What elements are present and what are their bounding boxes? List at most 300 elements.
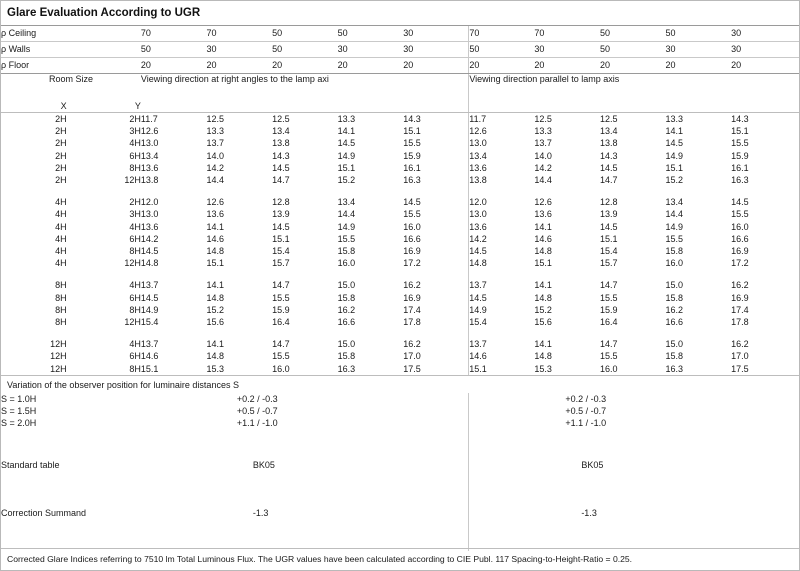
room-size-y: 8H xyxy=(129,162,141,173)
ugr-value-parallel: 14.4 xyxy=(665,209,684,220)
ugr-value-perpendicular: 14.1 xyxy=(206,280,225,291)
ugr-value-parallel: 15.2 xyxy=(534,304,552,315)
ugr-value-perpendicular: 13.6 xyxy=(140,221,159,232)
ugr-value-parallel: 14.5 xyxy=(599,221,618,232)
ugr-value-parallel: 16.2 xyxy=(731,280,749,291)
ugr-value-parallel: 12.8 xyxy=(599,197,618,208)
ugr-value-parallel: 15.8 xyxy=(665,292,684,303)
xy-header-row xyxy=(1,100,799,112)
ugr-value-perpendicular: 14.9 xyxy=(337,221,356,232)
ugr-value-parallel: 14.8 xyxy=(534,351,552,362)
table-row xyxy=(1,233,799,245)
room-size-x: 4H xyxy=(55,246,67,257)
ugr-value-perpendicular: 14.4 xyxy=(337,209,356,220)
room-size-y: 3H xyxy=(129,126,141,137)
ugr-value-perpendicular: 14.1 xyxy=(337,126,356,137)
ugr-value-parallel: 16.6 xyxy=(665,317,684,328)
ugr-value-parallel: 16.4 xyxy=(599,317,618,328)
xy-spacer-right xyxy=(469,100,799,112)
ugr-value-perpendicular: 14.5 xyxy=(140,292,159,303)
rho-ceiling-v5: 30 xyxy=(403,26,469,42)
ugr-value-perpendicular: 15.0 xyxy=(337,339,356,350)
ugr-value-parallel: 15.4 xyxy=(469,316,535,328)
rho-walls-v10: 30 xyxy=(731,42,799,58)
ugr-value-perpendicular: 17.4 xyxy=(403,304,421,315)
room-size-x: 4H xyxy=(55,209,67,220)
room-size-x: 8H xyxy=(55,317,67,328)
rho-ceiling-v3: 50 xyxy=(272,26,338,42)
standard-table-perp: BK05 xyxy=(252,459,275,470)
ugr-value-parallel: 15.1 xyxy=(534,258,552,269)
room-size-x: 2H xyxy=(55,150,67,161)
ugr-value-perpendicular: 14.9 xyxy=(140,304,159,315)
group-spacer-row xyxy=(1,269,799,279)
ugr-value-parallel: 14.2 xyxy=(469,233,535,245)
ugr-value-parallel: 13.7 xyxy=(534,138,552,149)
rho-ceiling-label: ρ Ceiling xyxy=(1,26,141,42)
variation-par-3: +1.1 / -1.0 xyxy=(469,417,799,429)
variation-row-1 xyxy=(1,393,799,405)
ugr-value-perpendicular: 12.6 xyxy=(140,126,159,137)
ugr-value-perpendicular: 16.6 xyxy=(403,233,421,244)
room-size-x: 12H xyxy=(50,339,67,350)
ugr-value-perpendicular: 14.5 xyxy=(337,138,356,149)
ugr-value-perpendicular: 14.1 xyxy=(206,339,225,350)
table-row xyxy=(1,174,799,186)
ugr-value-parallel: 16.3 xyxy=(665,363,684,374)
y-header: Y xyxy=(134,101,141,111)
ugr-value-perpendicular: 14.9 xyxy=(337,150,356,161)
standard-table-row xyxy=(1,459,799,481)
ugr-value-parallel: 16.9 xyxy=(731,246,749,257)
rho-walls-v8: 50 xyxy=(600,42,666,58)
room-size-x: 12H xyxy=(50,363,67,374)
ugr-value-parallel: 14.5 xyxy=(599,162,618,173)
ugr-value-perpendicular: 14.1 xyxy=(206,221,225,232)
ugr-value-perpendicular: 11.7 xyxy=(140,114,158,124)
ugr-value-parallel: 15.1 xyxy=(469,363,535,375)
room-size-x: 2H xyxy=(55,162,67,173)
room-size-y: 6H xyxy=(129,150,141,161)
room-size-y: 8H xyxy=(129,304,141,315)
ugr-value-perpendicular: 14.8 xyxy=(206,246,225,257)
room-size-y: 4H xyxy=(129,221,141,232)
rho-walls-label: ρ Walls xyxy=(1,42,141,58)
table-row xyxy=(1,125,799,137)
ugr-value-parallel: 13.6 xyxy=(534,209,552,220)
ugr-value-perpendicular: 14.2 xyxy=(206,162,225,173)
rho-walls-v4: 30 xyxy=(338,42,404,58)
variation-table xyxy=(1,393,799,551)
ugr-value-parallel: 13.7 xyxy=(469,279,535,291)
ugr-value-perpendicular: 15.6 xyxy=(206,317,225,328)
ugr-value-perpendicular: 15.9 xyxy=(272,304,290,315)
view-parallel-header: Viewing direction parallel to lamp axis xyxy=(469,74,799,100)
ugr-value-parallel: 15.5 xyxy=(599,351,618,362)
ugr-value-parallel: 15.8 xyxy=(665,351,684,362)
ugr-value-parallel: 14.1 xyxy=(534,221,552,232)
table-row xyxy=(1,316,799,328)
ugr-value-perpendicular: 13.8 xyxy=(140,175,159,186)
ugr-value-parallel: 14.4 xyxy=(534,175,552,186)
ugr-value-parallel: 13.0 xyxy=(469,208,535,220)
table-row xyxy=(1,113,799,125)
ugr-value-parallel: 15.5 xyxy=(599,292,618,303)
ugr-value-perpendicular: 14.5 xyxy=(272,162,290,173)
ugr-value-perpendicular: 14.5 xyxy=(140,246,159,257)
correction-summand-perp: -1.3 xyxy=(252,507,269,518)
ugr-value-perpendicular: 15.8 xyxy=(337,351,356,362)
room-size-x: 2H xyxy=(55,126,67,137)
correction-summand-par: -1.3 xyxy=(469,507,799,527)
ugr-value-perpendicular: 16.0 xyxy=(337,258,356,269)
ugr-value-perpendicular: 16.0 xyxy=(403,221,421,232)
table-row xyxy=(1,196,799,208)
ugr-value-parallel: 14.5 xyxy=(665,138,684,149)
room-size-x: 8H xyxy=(55,304,67,315)
standard-table-par: BK05 xyxy=(469,459,799,481)
spacer-row-4 xyxy=(1,481,799,507)
ugr-value-perpendicular: 17.0 xyxy=(403,351,421,362)
ugr-value-perpendicular: 13.4 xyxy=(140,150,159,161)
ugr-value-parallel: 15.8 xyxy=(665,246,684,257)
ugr-value-parallel: 13.3 xyxy=(534,126,552,137)
ugr-value-perpendicular: 17.5 xyxy=(403,363,421,374)
ugr-value-parallel: 14.9 xyxy=(665,150,684,161)
ugr-value-perpendicular: 13.7 xyxy=(140,280,159,291)
rho-walls-v9: 30 xyxy=(666,42,732,58)
ugr-value-parallel: 17.8 xyxy=(731,317,749,328)
ugr-value-perpendicular: 15.5 xyxy=(337,233,356,244)
room-size-y: 8H xyxy=(129,246,141,257)
ugr-value-parallel: 12.6 xyxy=(534,197,552,208)
ugr-value-perpendicular: 16.3 xyxy=(403,175,421,186)
variation-label-1: S = 1.0H xyxy=(1,393,37,404)
ugr-value-parallel: 17.5 xyxy=(731,363,749,374)
room-size-y: 6H xyxy=(129,233,141,244)
rho-ceiling-v10: 30 xyxy=(731,26,799,42)
ugr-value-perpendicular: 14.8 xyxy=(206,292,225,303)
ugr-value-parallel: 15.0 xyxy=(665,280,684,291)
ugr-value-perpendicular: 14.3 xyxy=(403,114,421,124)
variation-par-2: +0.5 / -0.7 xyxy=(469,405,799,417)
ugr-value-parallel: 16.2 xyxy=(731,339,749,350)
room-size-x: 2H xyxy=(55,114,67,124)
room-size-x: 2H xyxy=(55,138,67,149)
ugr-value-parallel: 14.6 xyxy=(534,233,552,244)
room-size-y: 2H xyxy=(129,197,141,208)
room-size-y: 12H xyxy=(124,258,141,269)
ugr-value-perpendicular: 16.0 xyxy=(272,363,290,374)
room-size-x: 2H xyxy=(55,175,67,186)
variation-perp-2: +0.5 / -0.7 xyxy=(236,405,278,416)
ugr-value-perpendicular: 15.5 xyxy=(403,138,421,149)
ugr-value-perpendicular: 14.7 xyxy=(272,280,290,291)
ugr-value-parallel: 14.1 xyxy=(665,126,684,137)
ugr-value-parallel: 13.4 xyxy=(665,197,684,208)
ugr-value-parallel: 13.6 xyxy=(469,221,535,233)
ugr-value-perpendicular: 15.4 xyxy=(272,246,290,257)
table-row xyxy=(1,338,799,350)
ugr-value-parallel: 13.4 xyxy=(599,126,618,137)
ugr-value-perpendicular: 16.1 xyxy=(403,162,421,173)
room-size-y: 12H xyxy=(124,175,141,186)
ugr-value-parallel: 14.2 xyxy=(534,162,552,173)
ugr-value-parallel: 13.8 xyxy=(469,174,535,186)
ugr-value-parallel: 14.8 xyxy=(534,292,552,303)
rho-floor-row xyxy=(1,58,799,74)
ugr-value-parallel: 13.9 xyxy=(599,209,618,220)
ugr-value-parallel: 14.7 xyxy=(599,175,618,186)
rho-floor-v1: 20 xyxy=(141,58,207,74)
table-row xyxy=(1,162,799,174)
room-size-y: 3H xyxy=(129,209,141,220)
ugr-value-perpendicular: 17.8 xyxy=(403,317,421,328)
page-title: Glare Evaluation According to UGR xyxy=(7,7,201,19)
ugr-value-parallel: 16.6 xyxy=(731,233,749,244)
variation-label-3: S = 2.0H xyxy=(1,417,37,428)
table-row xyxy=(1,208,799,220)
ugr-value-parallel: 12.0 xyxy=(469,196,535,208)
ugr-value-parallel: 15.0 xyxy=(665,339,684,350)
ugr-value-perpendicular: 16.9 xyxy=(403,292,421,303)
room-size-y: 6H xyxy=(129,292,141,303)
variation-label-2: S = 1.5H xyxy=(1,405,37,416)
ugr-value-perpendicular: 14.3 xyxy=(272,150,290,161)
table-row xyxy=(1,304,799,316)
ugr-value-perpendicular: 15.1 xyxy=(403,126,421,137)
room-size-x: 12H xyxy=(50,351,67,362)
ugr-value-parallel: 14.7 xyxy=(599,339,618,350)
table-row xyxy=(1,150,799,162)
ugr-value-perpendicular: 15.5 xyxy=(272,292,290,303)
ugr-value-perpendicular: 13.7 xyxy=(206,138,225,149)
ugr-value-perpendicular: 15.3 xyxy=(206,363,225,374)
ugr-value-perpendicular: 15.2 xyxy=(337,175,356,186)
ugr-value-parallel: 14.1 xyxy=(534,280,552,291)
ugr-value-perpendicular: 14.6 xyxy=(140,351,159,362)
ugr-value-perpendicular: 12.0 xyxy=(140,197,159,208)
room-size-header: Room Size xyxy=(48,74,93,84)
rho-floor-v7: 20 xyxy=(534,58,600,74)
variation-par-1: +0.2 / -0.3 xyxy=(469,393,799,405)
rho-floor-v8: 20 xyxy=(600,58,666,74)
ugr-value-parallel: 14.3 xyxy=(731,114,749,124)
room-size-x: 4H xyxy=(55,221,67,232)
ugr-value-perpendicular: 14.7 xyxy=(272,339,290,350)
rho-floor-v2: 20 xyxy=(207,58,273,74)
spacer-row-3 xyxy=(1,449,799,459)
ugr-value-parallel: 13.3 xyxy=(665,114,684,124)
ugr-value-parallel: 14.9 xyxy=(469,304,535,316)
ugr-value-parallel: 11.7 xyxy=(469,113,535,125)
ugr-value-parallel: 17.0 xyxy=(731,351,749,362)
ugr-value-parallel: 15.2 xyxy=(665,175,684,186)
rho-floor-v10: 20 xyxy=(731,58,799,74)
ugr-value-parallel: 15.9 xyxy=(599,304,618,315)
ugr-value-perpendicular: 17.2 xyxy=(403,258,421,269)
ugr-data-table xyxy=(1,113,799,375)
ugr-value-parallel: 12.5 xyxy=(534,114,552,124)
rho-walls-v2: 30 xyxy=(207,42,273,58)
ugr-value-perpendicular: 13.4 xyxy=(337,197,356,208)
ugr-value-perpendicular: 16.6 xyxy=(337,317,356,328)
ugr-value-perpendicular: 14.5 xyxy=(403,197,421,208)
ugr-value-parallel: 15.1 xyxy=(599,233,618,244)
variation-row-2 xyxy=(1,405,799,417)
rho-ceiling-row xyxy=(1,26,799,42)
ugr-value-parallel: 12.6 xyxy=(469,125,535,137)
variation-row-3 xyxy=(1,417,799,429)
ugr-value-perpendicular: 15.2 xyxy=(206,304,225,315)
ugr-value-perpendicular: 12.5 xyxy=(206,114,225,124)
ugr-value-perpendicular: 16.2 xyxy=(337,304,356,315)
footer xyxy=(1,548,799,570)
ugr-value-parallel: 14.3 xyxy=(599,150,618,161)
view-perpendicular-header: Viewing direction at right angles to the lamp axi xyxy=(140,74,329,84)
ugr-value-parallel: 15.4 xyxy=(599,246,618,257)
rho-ceiling-v2: 70 xyxy=(207,26,273,42)
correction-summand-row xyxy=(1,507,799,527)
group-spacer-row xyxy=(1,328,799,338)
ugr-value-perpendicular: 15.8 xyxy=(337,246,356,257)
ugr-value-parallel: 16.0 xyxy=(731,221,749,232)
ugr-value-perpendicular: 15.1 xyxy=(337,162,356,173)
ugr-value-perpendicular: 13.3 xyxy=(337,114,356,124)
ugr-value-perpendicular: 16.4 xyxy=(272,317,290,328)
ugr-value-parallel: 12.5 xyxy=(599,114,618,124)
room-size-x: 8H xyxy=(55,280,67,291)
ugr-value-parallel: 14.8 xyxy=(469,257,535,269)
rho-ceiling-v4: 50 xyxy=(338,26,404,42)
room-size-x: 4H xyxy=(55,258,67,269)
ugr-value-parallel: 17.4 xyxy=(731,304,749,315)
rho-ceiling-v6: 70 xyxy=(469,26,535,42)
ugr-value-parallel: 15.5 xyxy=(731,209,749,220)
ugr-value-perpendicular: 16.2 xyxy=(403,280,421,291)
ugr-value-parallel: 15.6 xyxy=(534,317,552,328)
ugr-value-parallel: 13.6 xyxy=(469,162,535,174)
ugr-value-perpendicular: 16.3 xyxy=(337,363,356,374)
ugr-value-parallel: 16.2 xyxy=(665,304,684,315)
ugr-value-parallel: 13.0 xyxy=(469,137,535,149)
table-row xyxy=(1,137,799,149)
ugr-value-parallel: 13.8 xyxy=(599,138,618,149)
ugr-value-parallel: 16.1 xyxy=(731,162,749,173)
ugr-value-parallel: 16.9 xyxy=(731,292,749,303)
rho-ceiling-v7: 70 xyxy=(534,26,600,42)
ugr-value-perpendicular: 13.6 xyxy=(206,209,225,220)
ugr-value-perpendicular: 14.0 xyxy=(206,150,225,161)
table-row xyxy=(1,257,799,269)
ugr-value-perpendicular: 13.3 xyxy=(206,126,225,137)
ugr-value-parallel: 15.1 xyxy=(665,162,684,173)
ugr-value-parallel: 14.0 xyxy=(534,150,552,161)
rho-walls-v5: 30 xyxy=(403,42,469,58)
ugr-value-parallel: 17.2 xyxy=(731,258,749,269)
ugr-value-perpendicular: 15.0 xyxy=(337,280,356,291)
ugr-value-perpendicular: 13.7 xyxy=(140,339,159,350)
room-size-y: 8H xyxy=(129,363,141,374)
ugr-value-parallel: 13.4 xyxy=(469,150,535,162)
rho-floor-v6: 20 xyxy=(469,58,535,74)
rho-ceiling-v8: 50 xyxy=(600,26,666,42)
room-size-x: 8H xyxy=(55,292,67,303)
ugr-value-perpendicular: 15.8 xyxy=(337,292,356,303)
ugr-value-perpendicular: 12.5 xyxy=(272,114,290,124)
ugr-value-parallel: 15.7 xyxy=(599,258,618,269)
ugr-value-perpendicular: 13.4 xyxy=(272,126,290,137)
room-size-y: 4H xyxy=(129,339,141,350)
ugr-value-parallel: 15.9 xyxy=(731,150,749,161)
ugr-value-perpendicular: 14.4 xyxy=(206,175,225,186)
rho-floor-v9: 20 xyxy=(666,58,732,74)
spacer-row-1 xyxy=(1,429,799,439)
ugr-value-perpendicular: 15.5 xyxy=(403,209,421,220)
ugr-value-perpendicular: 15.1 xyxy=(272,233,290,244)
ugr-value-perpendicular: 14.8 xyxy=(140,258,159,269)
ugr-value-perpendicular: 14.7 xyxy=(272,175,290,186)
ugr-value-parallel: 16.0 xyxy=(665,258,684,269)
ugr-value-perpendicular: 15.1 xyxy=(140,363,159,374)
ugr-value-parallel: 13.7 xyxy=(469,338,535,350)
ugr-value-parallel: 14.6 xyxy=(469,350,535,362)
table-row xyxy=(1,292,799,304)
x-header: X xyxy=(60,101,67,111)
header-band-row xyxy=(1,74,799,100)
reflectance-table xyxy=(1,26,799,74)
room-size-x: 4H xyxy=(55,197,67,208)
ugr-value-perpendicular: 15.9 xyxy=(403,150,421,161)
ugr-value-parallel: 14.5 xyxy=(469,245,535,257)
variation-perp-1: +0.2 / -0.3 xyxy=(236,393,278,404)
table-row xyxy=(1,245,799,257)
table-row xyxy=(1,350,799,362)
ugr-value-parallel: 14.8 xyxy=(534,246,552,257)
ugr-value-parallel: 15.5 xyxy=(731,138,749,149)
rho-walls-v3: 50 xyxy=(272,42,338,58)
rho-walls-v7: 30 xyxy=(534,42,600,58)
room-size-y: 2H xyxy=(129,114,141,124)
ugr-value-perpendicular: 13.9 xyxy=(272,209,290,220)
rho-floor-v3: 20 xyxy=(272,58,338,74)
rho-walls-v1: 50 xyxy=(141,42,207,58)
ugr-value-perpendicular: 14.5 xyxy=(272,221,290,232)
ugr-value-parallel: 14.9 xyxy=(665,221,684,232)
table-row xyxy=(1,279,799,291)
room-size-y: 4H xyxy=(129,280,141,291)
ugr-value-perpendicular: 14.6 xyxy=(206,233,225,244)
room-size-y: 12H xyxy=(124,317,141,328)
ugr-value-perpendicular: 15.1 xyxy=(206,258,225,269)
ugr-value-perpendicular: 12.8 xyxy=(272,197,290,208)
ugr-value-parallel: 14.1 xyxy=(534,339,552,350)
column-header-table xyxy=(1,74,799,112)
table-row xyxy=(1,363,799,375)
ugr-value-perpendicular: 13.0 xyxy=(140,138,159,149)
ugr-value-parallel: 16.0 xyxy=(599,363,618,374)
ugr-value-perpendicular: 12.6 xyxy=(206,197,225,208)
standard-table-label: Standard table xyxy=(1,459,60,470)
rho-floor-v5: 20 xyxy=(403,58,469,74)
ugr-value-perpendicular: 16.2 xyxy=(403,339,421,350)
ugr-value-perpendicular: 13.6 xyxy=(140,162,159,173)
rho-ceiling-v9: 50 xyxy=(666,26,732,42)
ugr-value-parallel: 14.5 xyxy=(469,292,535,304)
rho-walls-row xyxy=(1,42,799,58)
spacer-row-2 xyxy=(1,439,799,449)
ugr-value-parallel: 15.3 xyxy=(534,363,552,374)
